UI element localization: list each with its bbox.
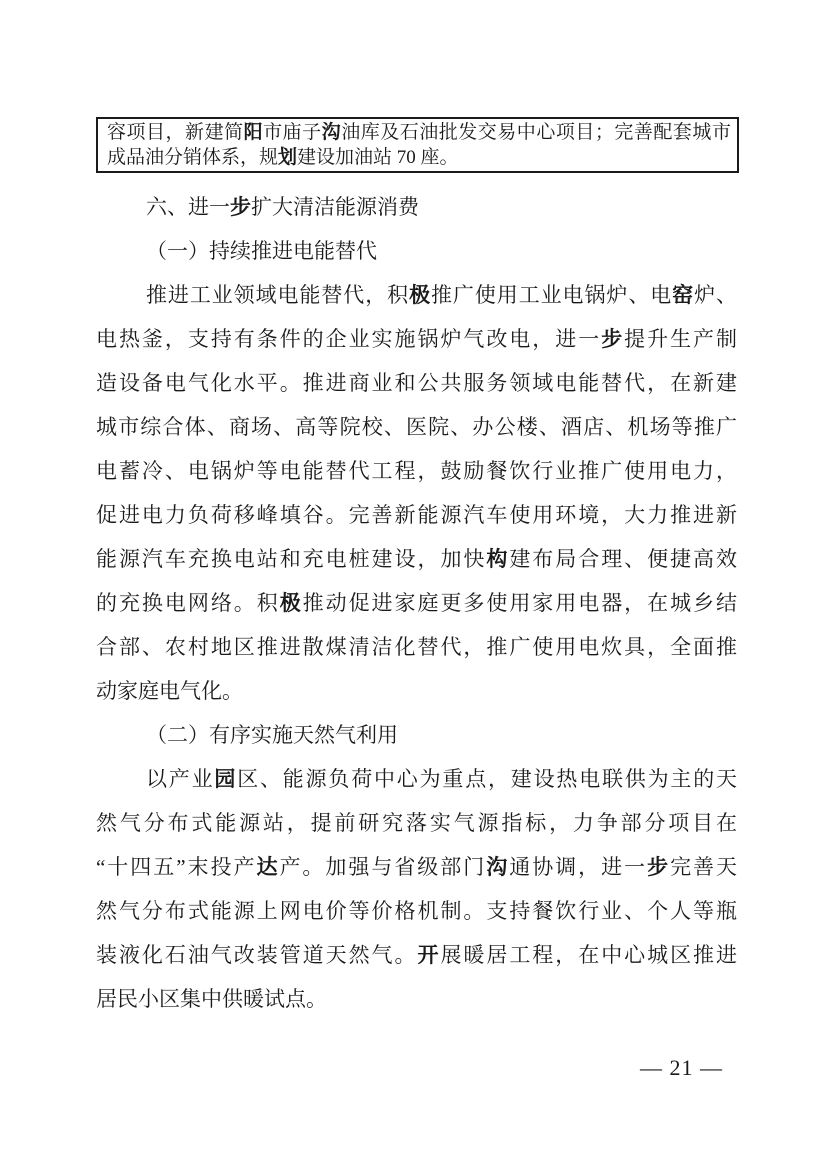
text-line: 合部、农村地区推进散煤清洁化替代，推广使用电炊具，全面推 — [96, 635, 737, 659]
text-line: 容项目，新建简阳市庙子沟油库及石油批发交易中心项目；完善配套城市 — [107, 122, 731, 143]
text-line: “十四五”末投产达产。加强与省级部门沟通协调，进一步完善天 — [96, 855, 738, 879]
text-line: 促进电力负荷移峰填谷。完善新能源汽车使用环境，大力推进新 — [96, 503, 737, 527]
text-line: 能源汽车充换电站和充电桩建设，加快构建布局合理、便捷高效 — [96, 547, 738, 571]
text-line: （一）持续推进电能替代 — [145, 239, 377, 263]
text-line: 居民小区集中供暖试点。 — [96, 987, 327, 1011]
text-line: 成品油分销体系，规划建设加油站 70 座。 — [107, 147, 459, 168]
document-body — [96, 185, 737, 1021]
text-line: 电热釜，支持有条件的企业实施锅炉气改电，进一步提升生产制 — [96, 327, 738, 351]
text-line: 推进工业领域电能替代，积极推广使用工业电锅炉、电窑炉、 — [145, 283, 738, 307]
section-heading — [96, 713, 737, 757]
text-line: 城市综合体、商场、高等院校、医院、办公楼、酒店、机场等推广 — [96, 415, 737, 439]
section-heading — [96, 229, 737, 273]
text-line: 装液化石油气改装管道天然气。开展暖居工程，在中心城区推进 — [96, 943, 738, 967]
text-line: 动家庭电气化。 — [96, 679, 243, 703]
text-line: 的充换电网络。积极推动促进家庭更多使用家用电器，在城乡结 — [96, 591, 738, 615]
paragraph — [96, 273, 737, 713]
text-line: 以产业园区、能源负荷中心为重点，建设热电联供为主的天 — [145, 767, 738, 791]
text-line: 然气分布式能源上网电价等价格机制。支持餐饮行业、个人等瓶 — [96, 899, 737, 923]
paragraph — [96, 757, 737, 1021]
text-line: 六、进一步扩大清洁能源消费 — [145, 195, 419, 219]
text-line: 造设备电气化水平。推进商业和公共服务领域电能替代，在新建 — [96, 371, 737, 395]
section-heading — [96, 185, 737, 229]
text-line: 然气分布式能源站，提前研究落实气源指标，力争部分项目在 — [96, 811, 737, 835]
page-number: — 21 — — [640, 1055, 723, 1080]
text-line: 电蓄冷、电锅炉等电能替代工程，鼓励餐饮行业推广使用电力， — [96, 459, 737, 483]
text-line: （二）有序实施天然气利用 — [145, 723, 398, 747]
notice-box — [96, 117, 739, 173]
